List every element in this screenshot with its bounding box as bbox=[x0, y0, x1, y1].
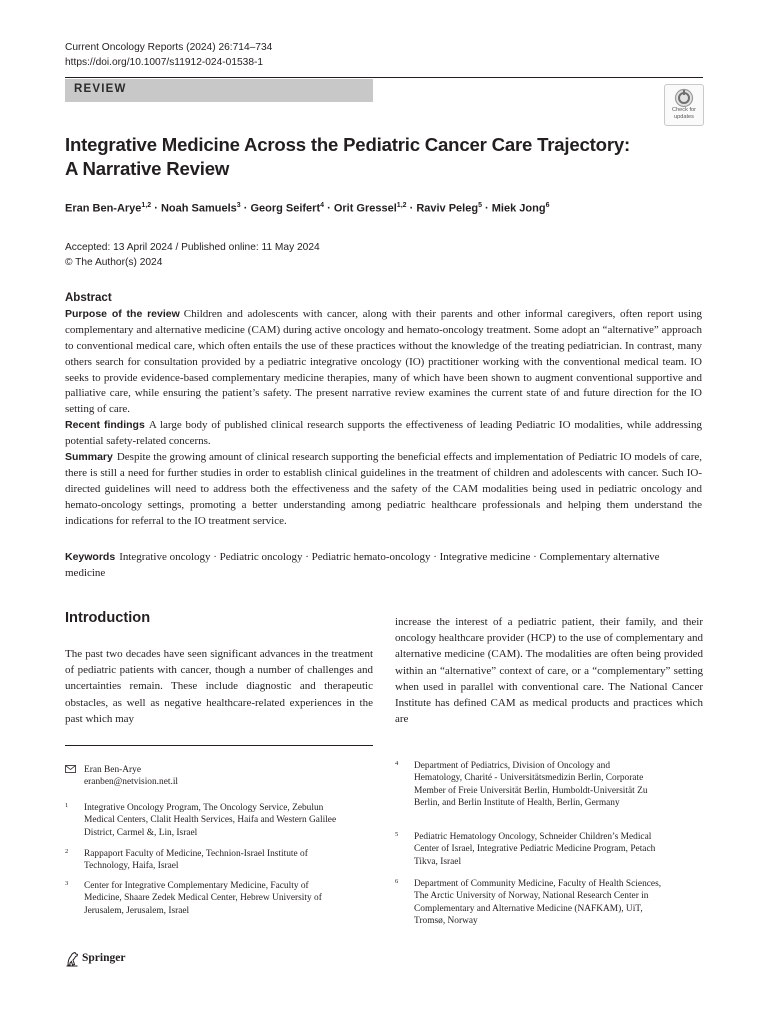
accepted-published-dates: Accepted: 13 April 2024 / Published online: 11 May 2024 bbox=[65, 242, 320, 253]
section-bar bbox=[65, 79, 373, 102]
check-for-updates-label: Check for updates bbox=[672, 107, 696, 120]
affiliation-text: Department of Community Medicine, Faculty of Health Sciences, The Arctic University of Norway, National Research Center in Complementary and Alternative Medicine (NAFKAM), UiT, Tromsø, Norway bbox=[414, 879, 662, 926]
doi-link[interactable]: https://doi.org/10.1007/s11912-024-01538-1 bbox=[65, 57, 264, 68]
correspondence-text bbox=[84, 764, 374, 789]
author-affiliation: 1,2 bbox=[396, 202, 407, 209]
check-for-updates-icon bbox=[674, 88, 694, 108]
affiliation-text: Integrative Oncology Program, The Oncology Service, Zebulun Medical Centers, Clalit Health Services, Haifa and Western Galilee District, Carmel &, Lin, Israel bbox=[84, 803, 337, 838]
author-affiliation: 6 bbox=[545, 202, 550, 209]
affiliation-text: Department of Pediatrics, Division of Oncology and Hematology, Charité - Universitätsmedizin Berlin, Corporate Member of Freie Universität Berlin, Humboldt-Universität Zu Berlin, and Berlin Institute of Health, Berlin, Germany bbox=[414, 761, 648, 808]
affiliation-text: Pediatric Hematology Oncology, Schneider Children’s Medical Center of Israel, Integrative Pediatric Medicine Program, Petach Tikva, Israel bbox=[414, 832, 656, 867]
keywords-label: Keywords bbox=[65, 551, 116, 563]
correspondence-name: Eran Ben-Arye bbox=[84, 765, 142, 775]
author-name[interactable]: Noah Samuels bbox=[160, 202, 237, 215]
copyright-line: © The Author(s) 2024 bbox=[65, 257, 163, 268]
purpose-text: Children and adolescents with cancer, along with their parents and other informal caregivers, often report using complementary and alternative medicine (CAM) during active oncology and hemato-oncology treatment. Some adopt an “alternative” approach to conventional medical care, which often entails the use of these practices without the knowledge of the treating pediatrician. In contrast, many others search for consultation provided by a pediatric integrative oncology (IO) practitioner working with the conventional medical team. IO seeks to provide evidence-based complementary medicine therapies, many of which have been shown to augment conventional supportive and palliative care, while ensuring the patient’s safety. The present narrative review examines the current state of and future direction for the IO setting of care. bbox=[65, 307, 702, 416]
affiliation-text: Rappaport Faculty of Medicine, Technion-Israel Institute of Technology, Haifa, Israel bbox=[84, 849, 308, 872]
affiliation-number: 1 bbox=[65, 802, 69, 809]
summary-label: Summary bbox=[65, 451, 113, 464]
author-separator: · bbox=[406, 202, 417, 215]
footnote-rule bbox=[65, 745, 373, 746]
author-affiliation: 4 bbox=[320, 202, 325, 209]
purpose-label: Purpose of the review bbox=[65, 307, 180, 320]
author-name[interactable]: Miek Jong bbox=[491, 202, 546, 215]
title-line-1: Integrative Medicine Across the Pediatric Cancer Care Trajectory: bbox=[65, 134, 631, 155]
title-line-2: A Narrative Review bbox=[65, 158, 230, 179]
introduction-right-column: increase the interest of a pediatric patient, their family, and their oncology healthcare provider (HCP) to the use of complementary and alternative medicine (CAM). The modalities are often being provided within an “alternative” context of care, or a “complementary” setting when used in parallel with conventional care. The National Cancer Institute has defined CAM as medical products and practices which are bbox=[395, 616, 703, 726]
introduction-left-column: The past two decades have seen significant advances in the treatment of pediatric patients with cancer, though a number of challenges and uncertainties remain. These include diagnostic and therapeutic obstacles, as well as negative healthcare-related experiences in the past which may bbox=[65, 648, 373, 725]
author-name[interactable]: Orit Gressel bbox=[333, 202, 397, 215]
author-separator: · bbox=[324, 202, 334, 215]
author-separator: · bbox=[481, 202, 492, 215]
author-name[interactable]: Eran Ben-Arye bbox=[65, 202, 142, 215]
affiliation-number: 5 bbox=[395, 831, 399, 838]
keywords-text: Integrative oncology · Pediatric oncology · Pediatric hemato-oncology · Integrative medicine · Complementary alternative medicine bbox=[65, 551, 660, 579]
author-name[interactable]: Georg Seifert bbox=[250, 202, 321, 215]
publisher-name: Springer bbox=[82, 952, 126, 964]
author-list bbox=[65, 202, 549, 215]
abstract-findings bbox=[65, 418, 702, 450]
check-for-updates-badge[interactable] bbox=[664, 84, 704, 126]
author-name[interactable]: Raviv Peleg bbox=[416, 202, 479, 215]
section-label: REVIEW bbox=[74, 83, 127, 95]
abstract-section bbox=[65, 291, 702, 530]
affiliation-number: 4 bbox=[395, 760, 399, 767]
author-affiliation: 3 bbox=[236, 202, 241, 209]
affiliation-number: 2 bbox=[65, 848, 69, 855]
findings-label: Recent findings bbox=[65, 419, 145, 432]
author-affiliation: 1,2 bbox=[141, 202, 152, 209]
springer-horse-icon bbox=[65, 951, 79, 967]
abstract-purpose bbox=[65, 307, 702, 418]
author-separator: · bbox=[151, 202, 161, 215]
keywords-section bbox=[65, 549, 702, 581]
summary-text: Despite the growing amount of clinical research supporting the beneficial effects and implementation of Pediatric IO models of care, there is still a need for further studies in order to establish clinical guidelines in the treatment of children and adolescents with cancer. Such IO-directed guidelines will need to address both the effectiveness and the safety of the CAM modalities being used in pediatric oncology and hemato-oncology settings, promoting a better understanding among pediatric healthcare professionals and helping them understand the indications for referral to the IO treatment service. bbox=[65, 451, 702, 527]
article-title bbox=[65, 133, 685, 181]
abstract-heading: Abstract bbox=[65, 292, 112, 304]
author-affiliation: 5 bbox=[478, 202, 482, 209]
affiliation-text: Center for Integrative Complementary Medicine, Faculty of Medicine, Shaare Zedek Medical Center, Hebrew University of Jerusalem, Jerusalem, Israel bbox=[84, 881, 322, 916]
envelope-icon bbox=[65, 765, 76, 773]
affiliation-number: 3 bbox=[65, 880, 69, 887]
author-separator: · bbox=[240, 202, 251, 215]
affiliation-number: 6 bbox=[395, 878, 399, 885]
header-rule bbox=[65, 77, 703, 78]
publication-dates bbox=[65, 240, 320, 270]
correspondence-email[interactable]: eranben@netvision.net.il bbox=[84, 777, 179, 788]
journal-citation: Current Oncology Reports (2024) 26:714–734 bbox=[65, 42, 273, 53]
abstract-summary bbox=[65, 450, 702, 530]
findings-text: A large body of published clinical research supports the effectiveness of leading Pediatric IO modalities, while addressing potential safety-related concerns. bbox=[65, 419, 702, 448]
introduction-heading: Introduction bbox=[65, 610, 151, 626]
journal-header bbox=[65, 40, 272, 70]
